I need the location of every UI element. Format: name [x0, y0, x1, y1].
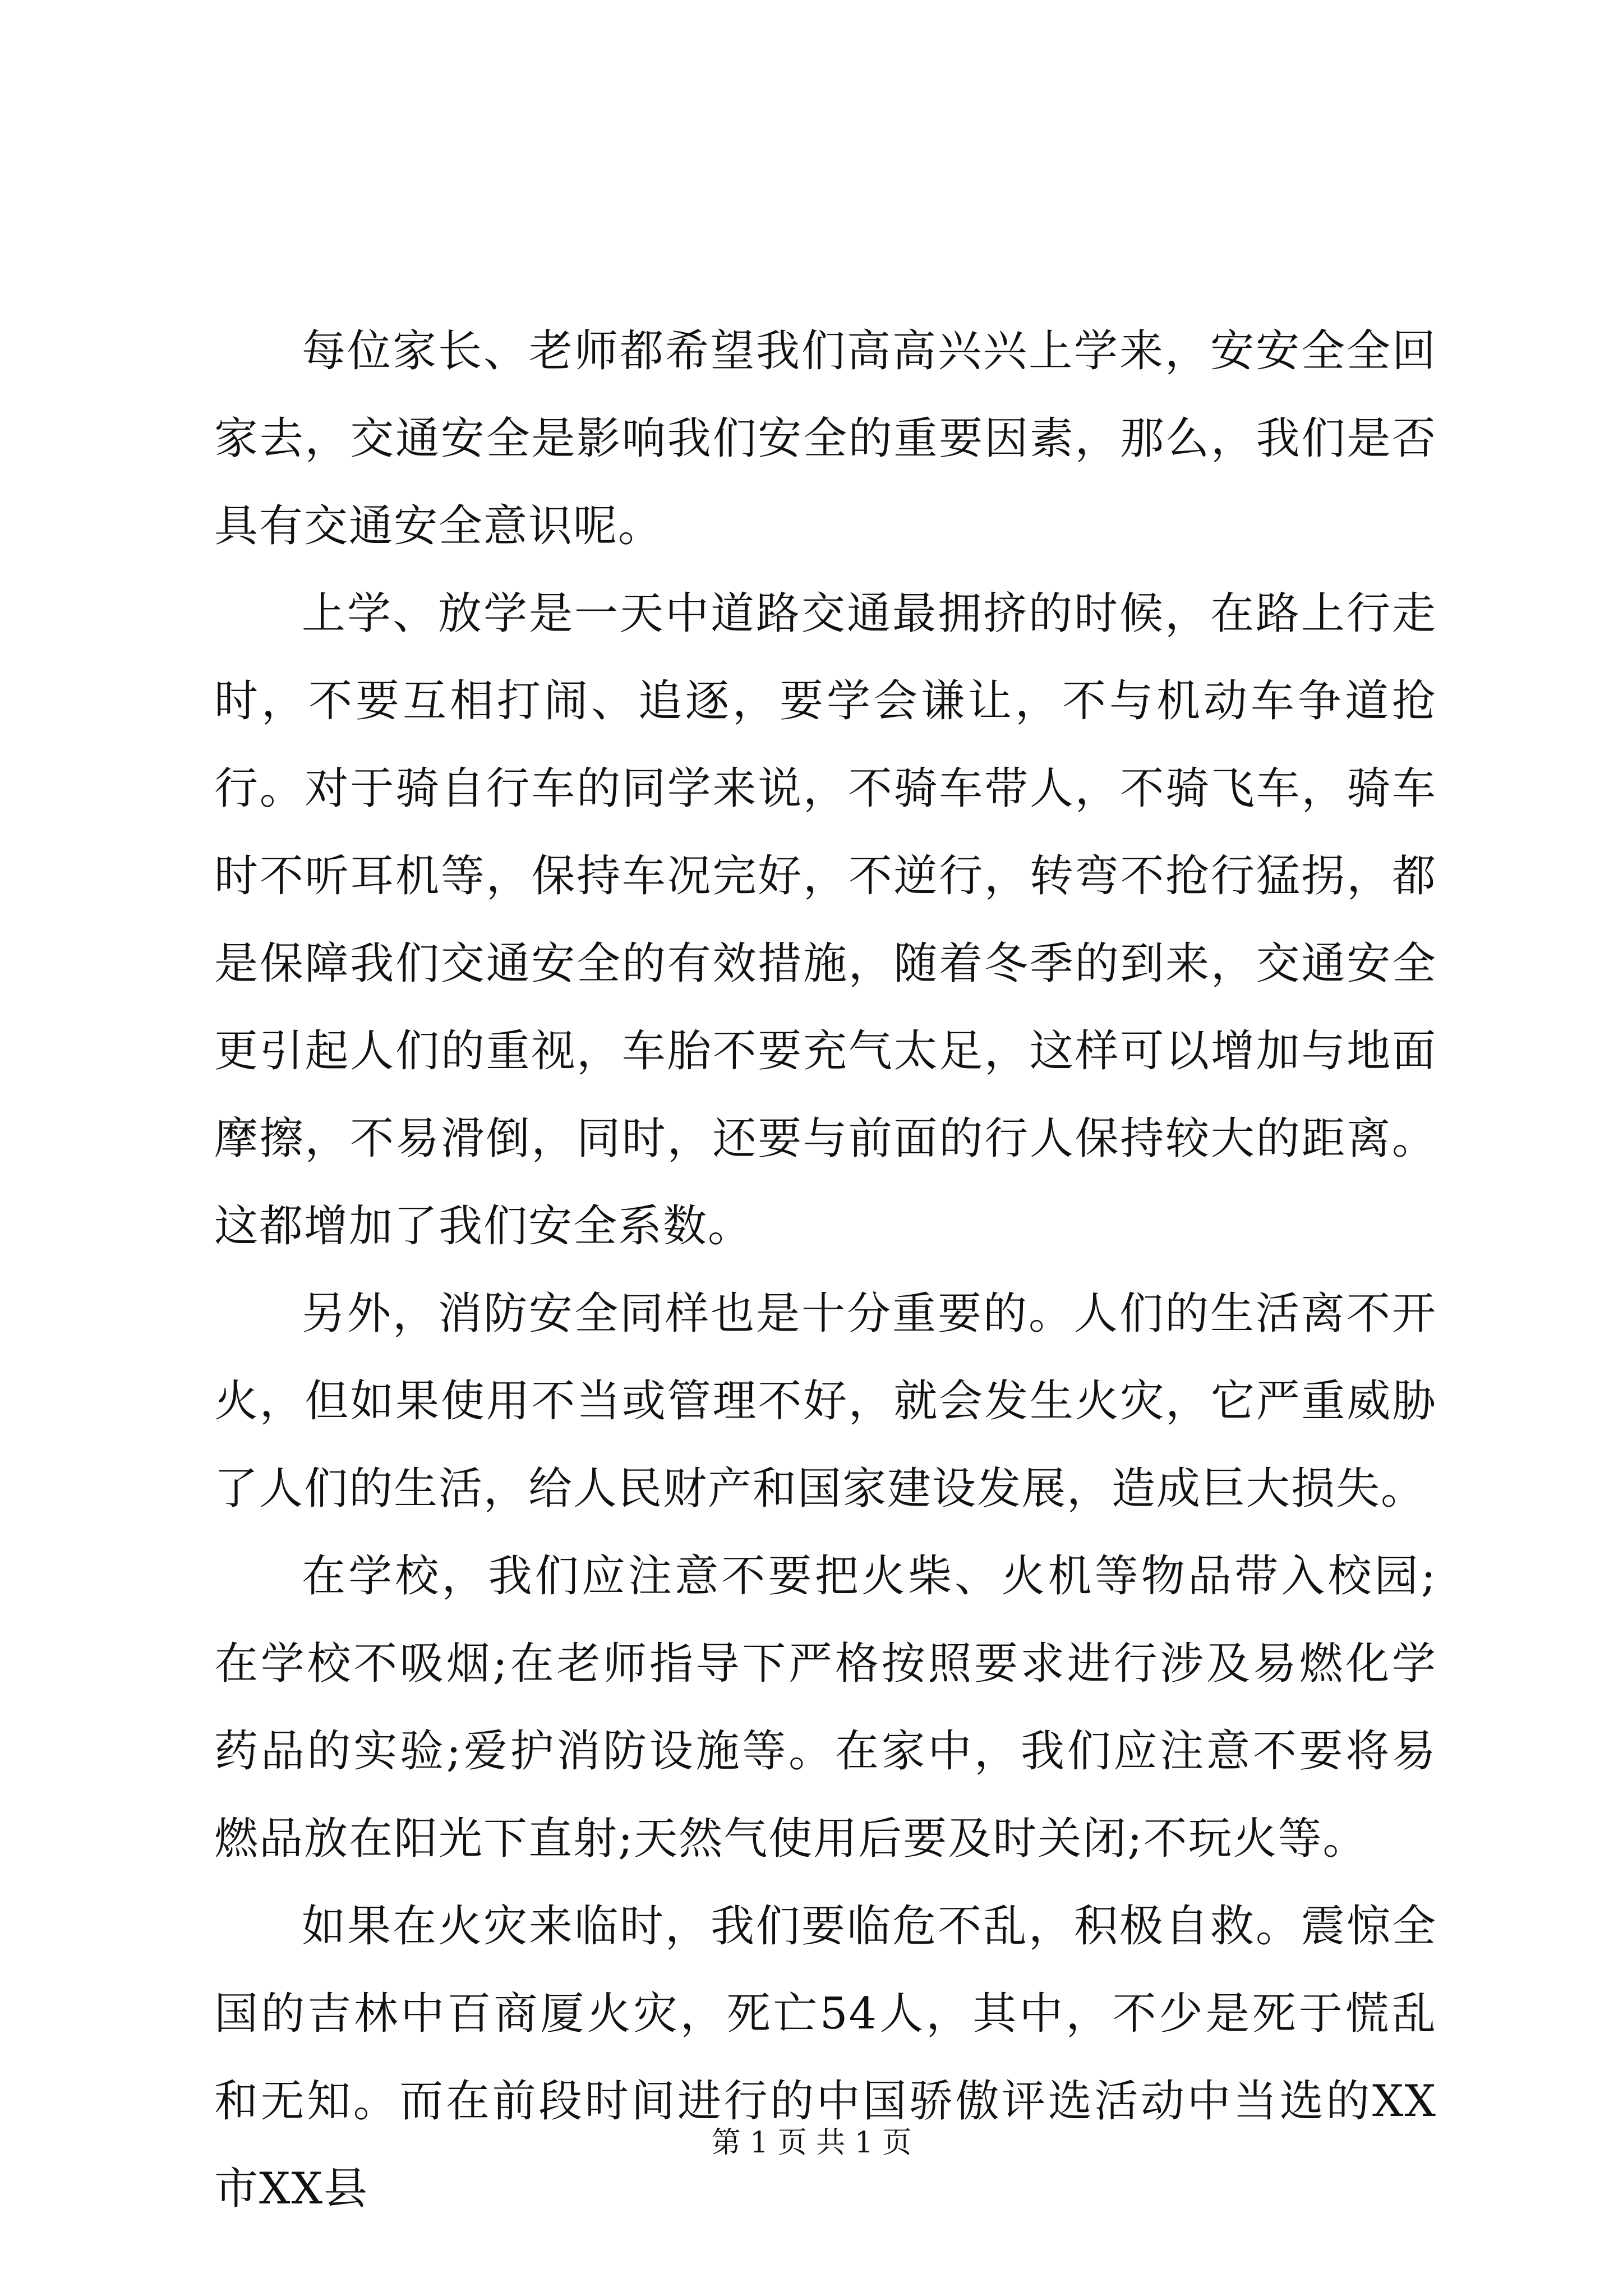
page-footer: 第 1 页 共 1 页	[711, 2126, 912, 2160]
paragraph-5: 如果在火灾来临时，我们要临危不乱，积极自救。震惊全国的吉林中百商厦火灾，死亡54人，其中，不少是死于慌乱和无知。而在前段时间进行的中国骄傲评选活动中当选的XX市XX县	[214, 1901, 1437, 2214]
paragraph-1: 每位家长、老师都希望我们高高兴兴上学来，安安全全回家去，交通安全是影响我们安全的重要因素，那么，我们是否具有交通安全意识呢。	[214, 326, 1437, 551]
document-body	[214, 307, 1437, 2233]
paragraph-4: 在学校，我们应注意不要把火柴、火机等物品带入校园;在学校不吸烟;在老师指导下严格按照要求进行涉及易燃化学药品的实验;爱护消防设施等。在家中，我们应注意不要将易燃品放在阳光下直射;天然气使用后要及时关闭;不玩火等。	[214, 1551, 1437, 1864]
paragraph-2: 上学、放学是一天中道路交通最拥挤的时候，在路上行走时，不要互相打闹、追逐，要学会谦让，不与机动车争道抢行。对于骑自行车的同学来说，不骑车带人，不骑飞车，骑车时不听耳机等，保持车况完好，不逆行，转弯不抢行猛拐，都是保障我们交通安全的有效措施，随着冬季的到来，交通安全更引起人们的重视，车胎不要充气太足，这样可以增加与地面摩擦，不易滑倒，同时，还要与前面的行人保持较大的距离。这都增加了我们安全系数。	[214, 588, 1437, 1251]
paragraph-3: 另外，消防安全同样也是十分重要的。人们的生活离不开火，但如果使用不当或管理不好，就会发生火灾，它严重威胁了人们的生活，给人民财产和国家建设发展，造成巨大损失。	[214, 1289, 1437, 1514]
